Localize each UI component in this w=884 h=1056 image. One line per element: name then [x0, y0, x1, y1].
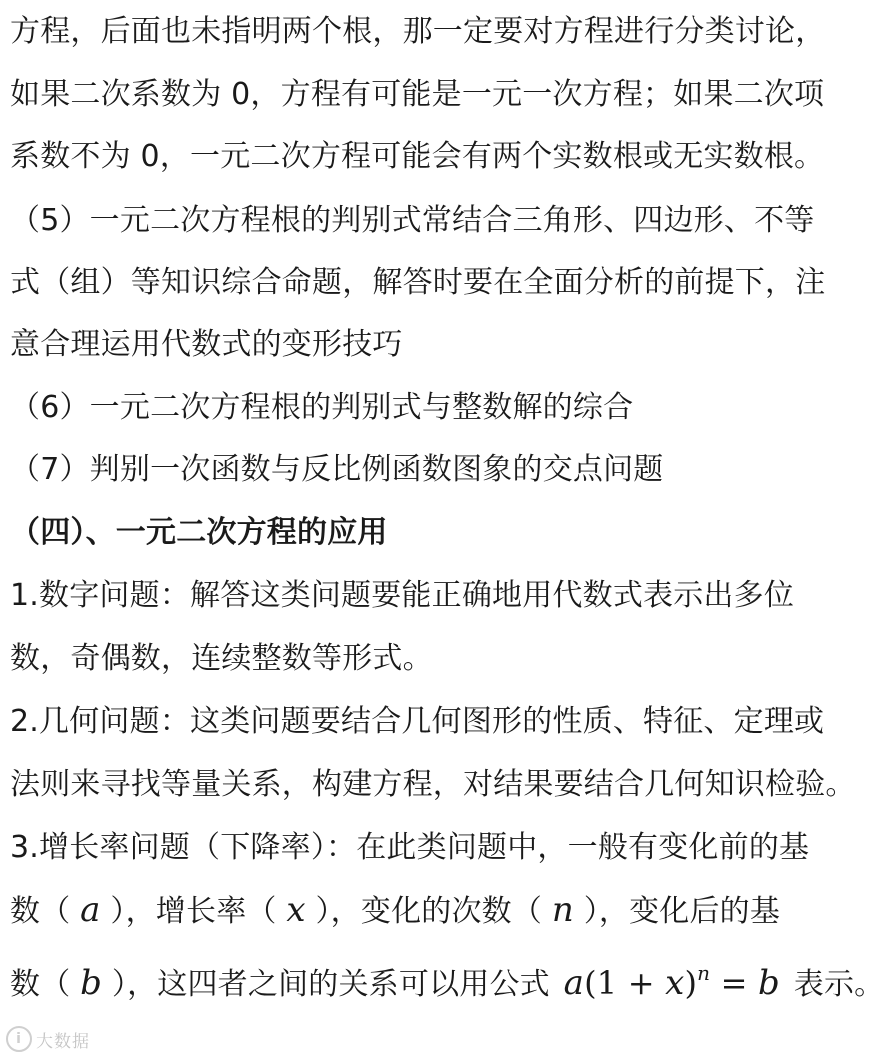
- growth-formula: [564, 953, 780, 1005]
- math-var-a: a: [80, 890, 101, 930]
- text-line-4: （5）一元二次方程根的判别式常结合三角形、四边形、不等: [10, 203, 815, 238]
- formula-open: (1 +: [584, 964, 666, 1002]
- formula-equals: =: [710, 964, 759, 1002]
- text-fragment: ），变化的次数（: [315, 894, 543, 929]
- formula-close: ): [684, 964, 698, 1002]
- formula-a: a: [563, 963, 585, 1003]
- item1-line1: 1.数字问题：解答这类问题要能正确地用代数式表示出多位: [10, 578, 795, 613]
- text-line-7: （6）一元二次方程根的判别式与整数解的综合: [10, 390, 634, 425]
- text-fragment: 数（: [10, 894, 71, 929]
- math-var-b: b: [80, 963, 103, 1003]
- text-fragment: 数（: [10, 967, 71, 1002]
- formula-b: b: [758, 963, 780, 1003]
- math-var-x: x: [286, 890, 306, 930]
- text-line-1: 方程，后面也未指明两个根，那一定要对方程进行分类讨论，: [10, 14, 826, 49]
- item3-line3: [10, 953, 884, 1003]
- formula-exponent: n: [697, 961, 711, 985]
- watermark-logo-icon: i: [6, 1026, 32, 1052]
- item3-line2: [10, 890, 785, 930]
- text-fragment: ），这四者之间的关系可以用公式: [111, 967, 550, 1002]
- item2-line2: 法则来寻找等量关系，构建方程，对结果要结合几何知识检验。: [10, 767, 856, 802]
- watermark-text: 大数据: [36, 1031, 90, 1052]
- text-fragment: ），增长率（: [110, 894, 277, 929]
- watermark: [6, 1026, 90, 1052]
- text-fragment: ），变化后的基: [583, 894, 781, 929]
- item1-line2: 数，奇偶数，连续整数等形式。: [10, 641, 433, 676]
- item3-line1: 3.增长率问题（下降率）：在此类问题中，一般有变化前的基: [10, 830, 810, 865]
- text-line-6: 意合理运用代数式的变形技巧: [10, 327, 403, 362]
- formula-x: x: [665, 963, 685, 1003]
- text-line-5: 式（组）等知识综合命题，解答时要在全面分析的前提下，注: [10, 265, 826, 300]
- item2-line1: 2.几何问题：这类问题要结合几何图形的性质、特征、定理或: [10, 704, 825, 739]
- section-heading: （四）、一元二次方程的应用: [10, 515, 388, 550]
- text-line-8: （7）判别一次函数与反比例函数图象的交点问题: [10, 452, 664, 487]
- text-line-2: 如果二次系数为 0，方程有可能是一元一次方程；如果二次项: [10, 77, 825, 112]
- math-var-n: n: [551, 890, 574, 930]
- text-line-3: 系数不为 0，一元二次方程可能会有两个实数根或无实数根。: [10, 139, 825, 174]
- text-fragment: 表示。: [793, 967, 884, 1002]
